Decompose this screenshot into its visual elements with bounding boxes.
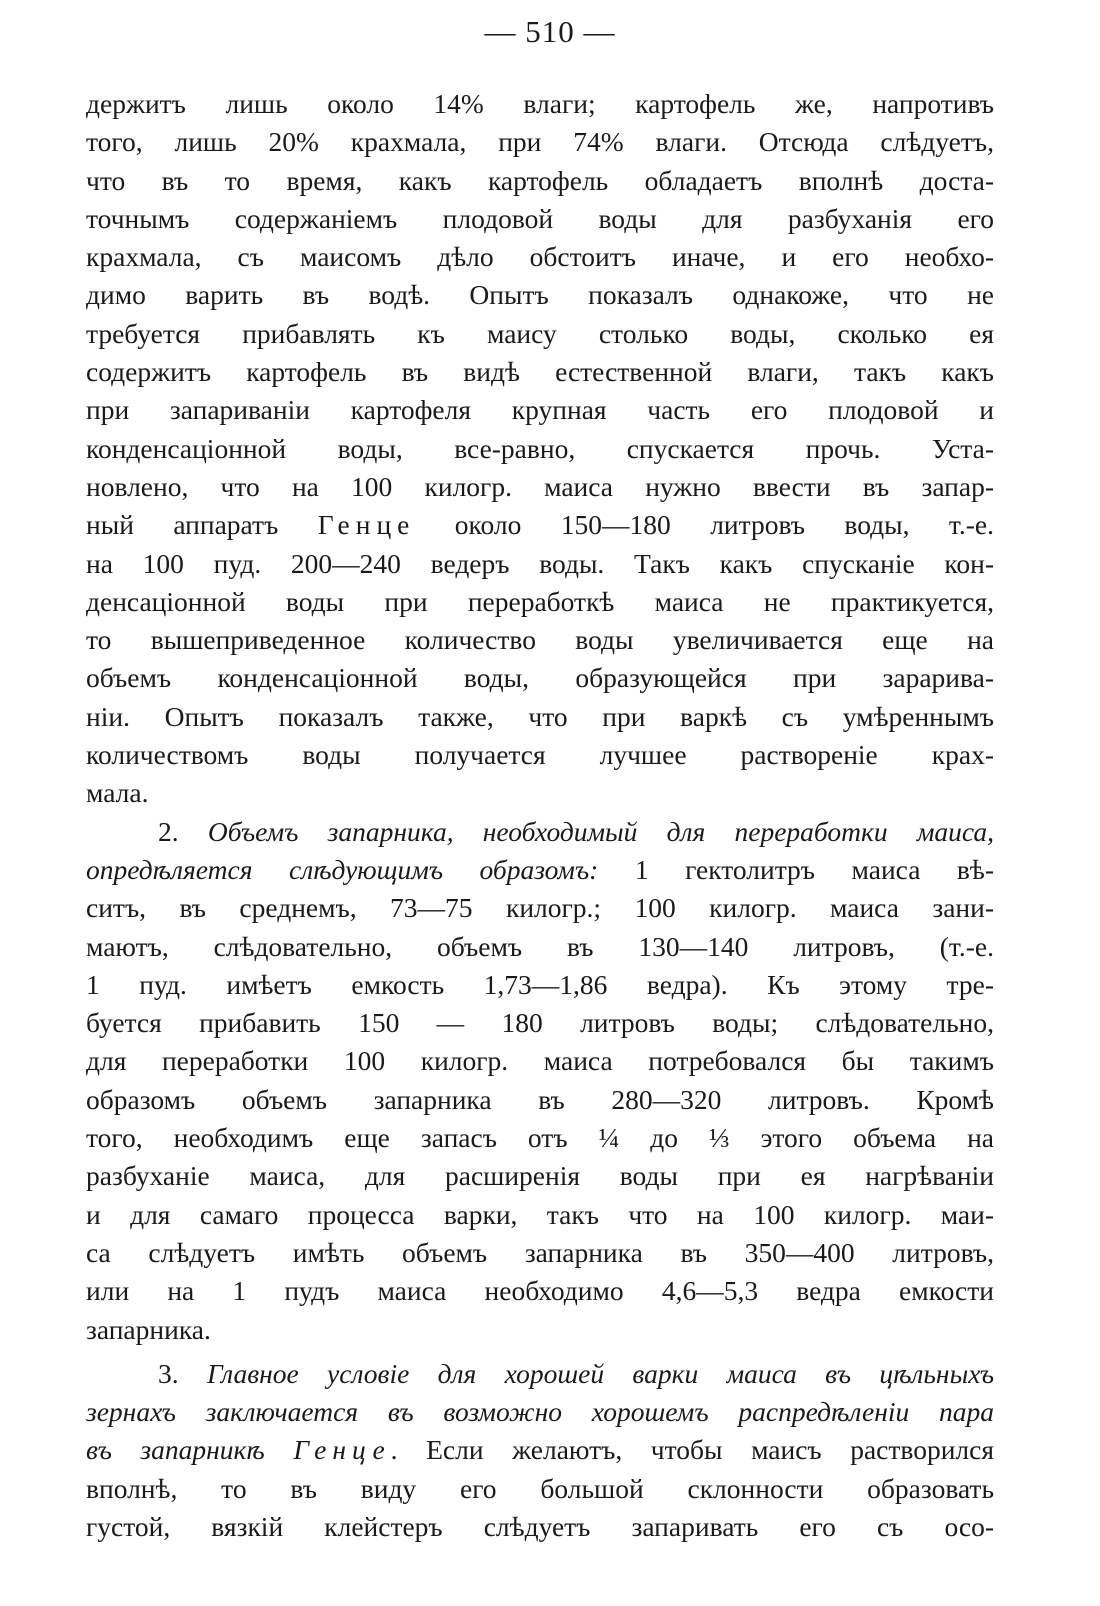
text-line: димо варить въ водѣ. Опытъ показалъ однакоже, что не xyxy=(86,279,994,311)
paragraph-2 xyxy=(86,813,994,1349)
text-line: того, необходимъ еще запасъ отъ ¼ до ⅓ этого объема на xyxy=(86,1122,994,1154)
text-fragment: 1 гектолитръ маиса вѣ- xyxy=(598,853,994,885)
apparatus-name: Генце xyxy=(317,509,416,541)
text-line: ситъ, въ среднемъ, 73—75 килогр.; 100 килогр. маиса зани- xyxy=(86,892,994,924)
text-line: вполнѣ, то въ виду его большой склонности образовать xyxy=(86,1472,994,1504)
text-line: требуется прибавлять къ маису столько воды, сколько ея xyxy=(86,317,994,349)
italic-heading: Главное условіе для хорошей варки маиса въ цѣльныхъ xyxy=(206,1357,994,1389)
text-fragment: около 150—180 литровъ воды, т.-е. xyxy=(415,509,994,541)
text-line: того, лишь 20% крахмала, при 74% влаги. Отсюда слѣдуетъ, xyxy=(86,126,994,158)
text-line: держитъ лишь около 14% влаги; картофель же, напротивъ xyxy=(86,88,994,119)
text-line: мала. xyxy=(86,777,149,809)
text-line: точнымъ содержаніемъ плодовой воды для разбуханія его xyxy=(86,202,994,234)
paragraph-heading-line xyxy=(86,1355,994,1393)
apparatus-name: Генце xyxy=(293,1434,391,1466)
text-line: новлено, что на 100 килогр. маиса нужно ввести въ запар- xyxy=(86,470,994,502)
text-line: или на 1 пудъ маиса необходимо 4,6—5,3 ведра емкости xyxy=(86,1275,994,1307)
text-line: ніи. Опытъ показалъ также, что при варкѣ съ умѣреннымъ xyxy=(86,700,994,732)
text-line: са слѣдуетъ имѣть объемъ запарника въ 350—400 литровъ, xyxy=(86,1236,994,1268)
text-line xyxy=(86,851,994,889)
text-line: образомъ объемъ запарника въ 280—320 литровъ. Кромѣ xyxy=(86,1083,994,1115)
text-line: объемъ конденсаціонной воды, образующейся при заpарива- xyxy=(86,662,994,694)
text-line: количествомъ воды получается лучшее раствореніе крах- xyxy=(86,739,994,771)
text-line: разбуханіе маиса, для расширенія воды при ея нагрѣваніи xyxy=(86,1160,994,1192)
italic-heading: въ запарникѣ xyxy=(86,1434,294,1466)
italic-heading: Объемъ запарника, необходимый для переработки маиса, xyxy=(207,815,994,847)
text-line: 1 пуд. имѣетъ емкость 1,73—1,86 ведра). Къ этому тре- xyxy=(86,968,994,1000)
text-line: запарника. xyxy=(86,1313,211,1345)
text-line: денсаціонной воды при переработкѣ маиса не практикуется, xyxy=(86,585,994,617)
paragraph-number: 2. xyxy=(158,815,208,847)
text-line: при запариваніи картофеля крупная часть его плодовой и xyxy=(86,394,994,426)
text-line: густой, вязкій клейстеръ слѣдуетъ запаривать его съ осо- xyxy=(86,1510,994,1542)
text-fragment: ный аппаратъ xyxy=(86,509,318,541)
paragraph-1 xyxy=(86,85,994,813)
text-line: буется прибавить 150 — 180 литровъ воды; слѣдовательно, xyxy=(86,1007,994,1039)
text-line: маютъ, слѣдовательно, объемъ въ 130—140 литровъ, (т.-е. xyxy=(86,930,994,962)
page-body xyxy=(86,85,994,1546)
text-line xyxy=(86,506,994,544)
text-line xyxy=(86,1431,994,1469)
text-line: то вышеприведенное количество воды увеличивается еще на xyxy=(86,624,994,656)
text-line: содержитъ картофель въ видѣ естественной влаги, такъ какъ xyxy=(86,356,994,388)
text-line: и для самаго процесса варки, такъ что на 100 килогр. маи- xyxy=(86,1198,994,1230)
text-line: крахмала, съ маисомъ дѣло обстоитъ иначе, и его необхо- xyxy=(86,241,994,273)
paragraph-number: 3. xyxy=(158,1357,207,1389)
paragraph-heading-line xyxy=(86,813,994,851)
text-fragment: . Если желаютъ, чтобы маисъ растворился xyxy=(390,1434,994,1466)
text-line: на 100 пуд. 200—240 ведеръ воды. Такъ какъ спусканіе кон- xyxy=(86,547,994,579)
page-number: — 510 — xyxy=(484,14,616,49)
italic-heading: опредѣляется слѣдующимъ образомъ: xyxy=(86,853,599,885)
text-line: для переработки 100 килогр. маиса потребовался бы такимъ xyxy=(86,1045,994,1077)
paragraph-3 xyxy=(86,1355,994,1546)
italic-heading: зернахъ заключается въ возможно хорошемъ распредѣленіи пара xyxy=(86,1396,994,1428)
text-line: что въ то время, какъ картофель обладаетъ вполнѣ доста- xyxy=(86,164,994,196)
text-line: конденсаціонной воды, все-равно, спускается прочь. Уста- xyxy=(86,432,994,464)
